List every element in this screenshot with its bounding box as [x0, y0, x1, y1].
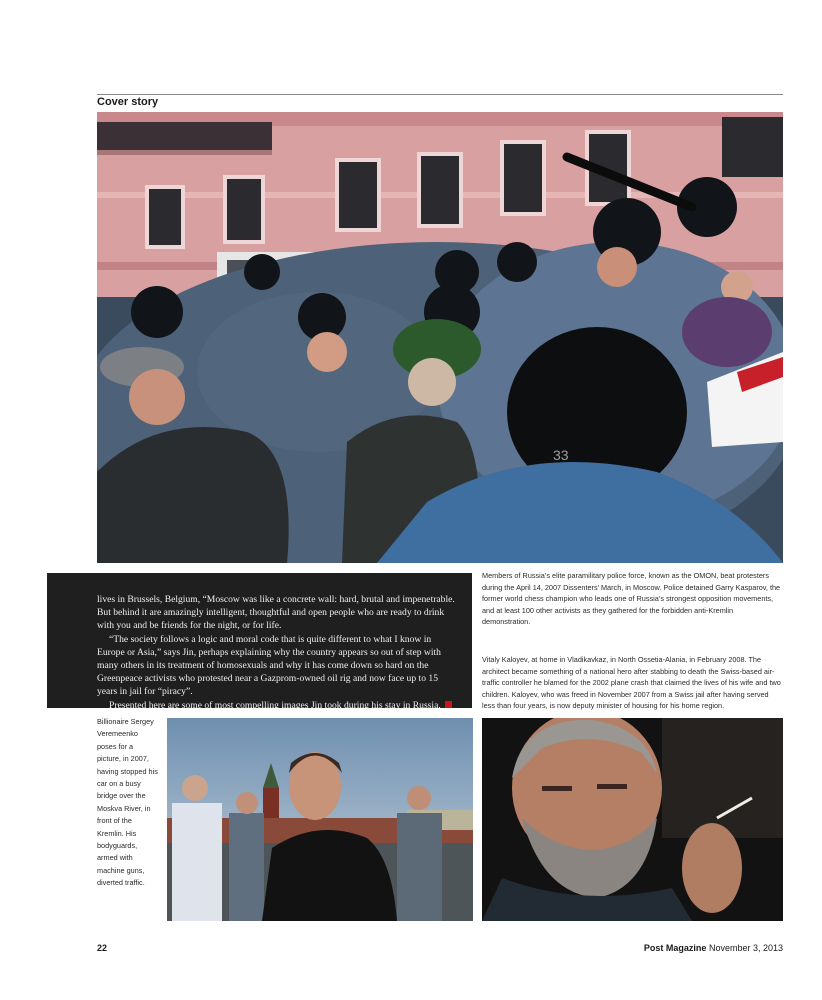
end-mark-icon — [445, 701, 452, 708]
section-label: Cover story — [97, 96, 159, 108]
header-rule — [97, 94, 783, 95]
main-photo-caption: Members of Russia’s elite paramilitary police force, known as the OMON, beat protesters during the April 14, 2007 Dissenters’ March, in Moscow. Police detained Garry Kasparov, the former world chess champion who leads one of Russia’s strongest opposition movements, and at least 100 other activists as they gathered for the forbidden anti-Kremlin demonstration. — [482, 571, 781, 626]
magazine-name: Post Magazine — [643, 943, 707, 953]
bottom-left-photo-caption: Billionaire Sergey Veremeenko poses for a picture, in 2007, having stopped his car on a busy bridge over the Moskva River, in front of the Kremlin. His bodyguards, armed with machine guns, diverted traffic. — [97, 717, 158, 888]
page-number: 22 — [97, 943, 108, 953]
helmet-number: 33 — [553, 447, 569, 463]
article-text — [97, 593, 457, 712]
bottom-right-photo — [482, 718, 783, 921]
article-paragraph-1: lives in Brussels, Belgium, “Moscow was like a concrete wall: hard, brutal and impenetrable. But behind it are amazingly intelligent, thoughtful and open people who are ready to drink with you and be friends for the night, or for life. — [97, 594, 455, 632]
footer-publication — [644, 943, 783, 953]
main-photo — [97, 112, 783, 563]
bottom-right-photo-caption: Vitaly Kaloyev, at home in Vladikavkaz, in North Ossetia-Alania, in February 2008. The architect became something of a national hero after stabbing to death the Swiss-based air-traffic controller he blamed for the 2002 plane crash that claimed the lives of his wife and two children. Kaloyev, who was freed in November 2007 from a Swiss jail after having served less than four years, is now deputy minister of housing for his home region. — [482, 655, 781, 710]
bottom-left-photo — [167, 718, 473, 921]
issue-date: November 3, 2013 — [708, 943, 783, 953]
article-paragraph-2: “The society follows a logic and moral code that is quite different to what I know in Europe or Asia,” says Jin, perhaps explaining why the country appears so out of step with many others in its treatment of homosexuals and why it has come down so hard on the Greenpeace activists who protested near a Gazprom-owned oil rig and now face up to 15 years in jail for “piracy”. — [97, 633, 441, 698]
article-paragraph-3: Presented here are some of most compelling images Jin took during his stay in Russia. — [109, 699, 441, 711]
